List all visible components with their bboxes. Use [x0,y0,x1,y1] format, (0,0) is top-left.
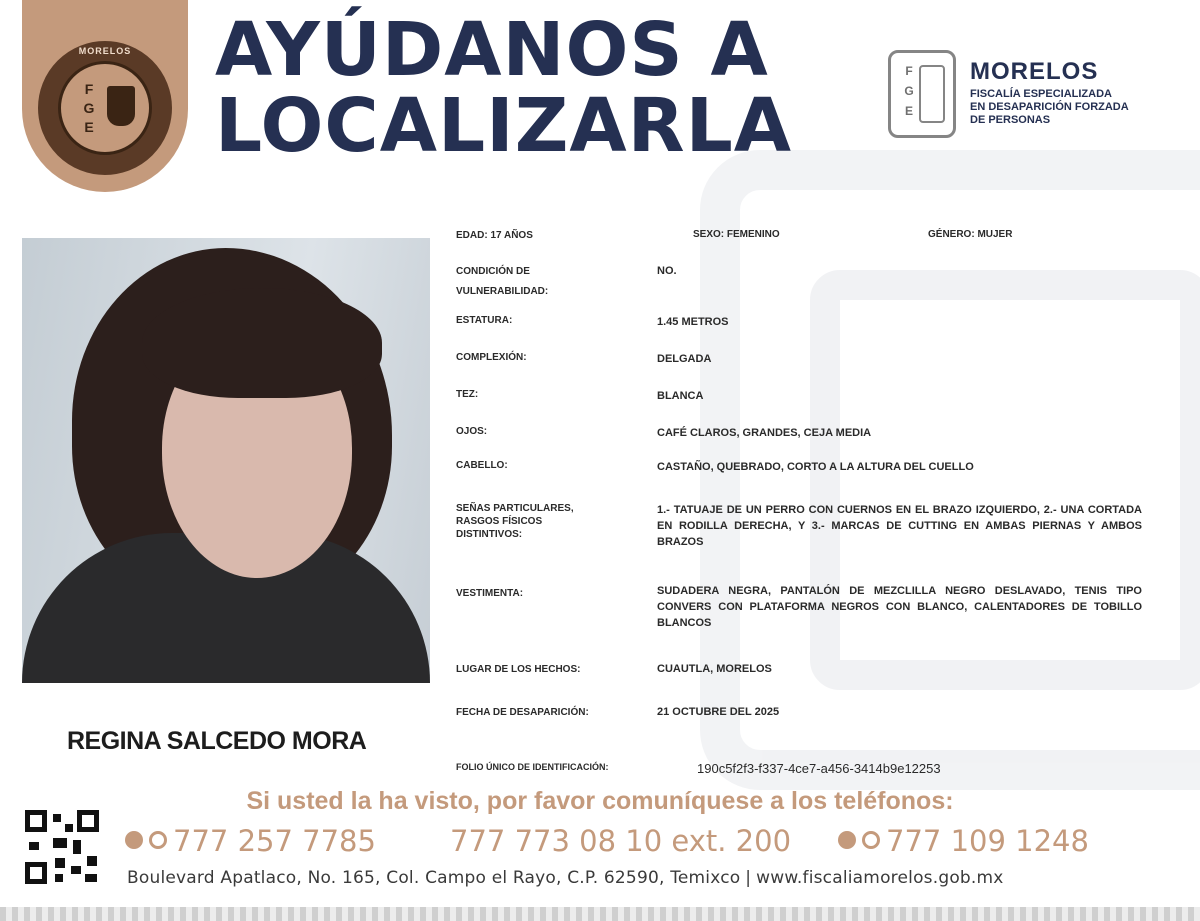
marks-label: SEÑAS PARTICULARES, RASGOS FÍSICOS DISTINTIVOS: [456,503,574,540]
build-label: COMPLEXIÓN: [456,352,527,363]
seal-arc-text: MORELOS [78,46,132,56]
fge-logo-letters [903,61,915,121]
agency-title: MORELOS [970,58,1099,85]
date-label: FECHA DE DESAPARICIÓN: [456,707,589,718]
headline [215,7,793,169]
agency-subtitle-line: FISCALÍA ESPECIALIZADA [970,88,1112,100]
phone-1[interactable] [125,824,376,858]
shield-icon [107,86,135,126]
seal-letters [77,80,101,137]
agency-subtitle-line: DE PERSONAS [970,114,1051,126]
location-value: CUAUTLA, MORELOS [657,663,772,675]
skin-value: BLANCA [657,390,704,402]
fge-logo [888,50,956,138]
building-icon [919,65,945,123]
height-value: 1.45 METROS [657,316,729,328]
phone-2-number: 777 773 08 10 ext. 200 [450,824,792,858]
address-text: Boulevard Apatlaco, No. 165, Col. Campo el Rayo, C.P. 62590, Temixco [127,868,741,888]
address-line [127,868,1004,888]
agency-subtitle [970,88,1190,127]
website-link[interactable]: www.fiscaliamorelos.gob.mx [756,868,1004,888]
age-field: EDAD: 17 AÑOS [456,230,533,241]
missing-person-photo [22,238,430,683]
whatsapp-icon [149,831,167,849]
whatsapp-icon [862,831,880,849]
hair-value: CASTAÑO, QUEBRADO, CORTO A LA ALTURA DEL CUELLO [657,461,974,473]
seal-inner [58,61,152,155]
build-value: DELGADA [657,353,712,365]
qr-code[interactable] [25,810,99,884]
vulnerability-label: CONDICIÓN DE VULNERABILIDAD: [456,266,549,297]
call-to-action: Si usted la ha visto, por favor comuníquese a los teléfonos: [246,787,954,815]
clothing-value: SUDADERA NEGRA, PANTALÓN DE MEZCLILLA NEGRO DESLAVADO, TENIS TIPO CONVERS CON PLATAFORMA NEGROS CON BLANCO, CALENTADORES DE TOBILLO BLANCOS [657,585,1142,629]
phone-3-number: 777 109 1248 [886,824,1089,858]
date-value: 21 OCTUBRE DEL 2025 [657,706,780,718]
phone-2[interactable] [450,824,791,858]
photo-bangs [142,288,382,398]
skin-label: TEZ: [456,389,479,400]
phone-icon [125,831,143,849]
height-label: ESTATURA: [456,315,513,326]
vulnerability-value: NO. [657,265,677,277]
headline-line-1: AYÚDANOS A [215,7,769,93]
headline-line-2: LOCALIZARLA [215,83,793,169]
hair-label: CABELLO: [456,460,508,471]
clothing-label: VESTIMENTA: [456,588,524,599]
agency-subtitle-line: EN DESAPARICIÓN FORZADA [970,101,1129,113]
location-label: LUGAR DE LOS HECHOS: [456,664,581,675]
phone-icon [838,831,856,849]
footer-band [0,907,1200,921]
seal-letter: G [83,100,95,116]
eyes-label: OJOS: [456,426,488,437]
folio-value: 190c5f2f3-f337-4ce7-a456-3414b9e12253 [697,761,941,776]
person-name: REGINA SALCEDO MORA [67,727,367,755]
address-separator: | [745,868,752,888]
fge-seal-logo [35,38,175,178]
eyes-value: CAFÉ CLAROS, GRANDES, CEJA MEDIA [657,427,872,439]
logo-letter: E [904,104,913,118]
gender-field: GÉNERO: MUJER [928,229,1013,240]
seal-letter: E [84,119,94,135]
phone-3[interactable] [838,824,1089,858]
logo-letter: G [904,84,914,98]
seal-letter: F [84,81,94,97]
logo-letter: F [905,64,913,78]
folio-label: FOLIO ÚNICO DE IDENTIFICACIÓN: [456,762,609,772]
marks-value: 1.- TATUAJE DE UN PERRO CON CUERNOS EN EL BRAZO IZQUIERDO, 2.- UNA CORTADA EN RODILLA DERECHA, Y 3.- MARCAS DE CUTTING EN AMBAS PIERNAS Y AMBOS BRAZOS [657,504,1142,548]
sex-field: SEXO: FEMENINO [693,229,780,240]
phone-1-number: 777 257 7785 [173,824,376,858]
